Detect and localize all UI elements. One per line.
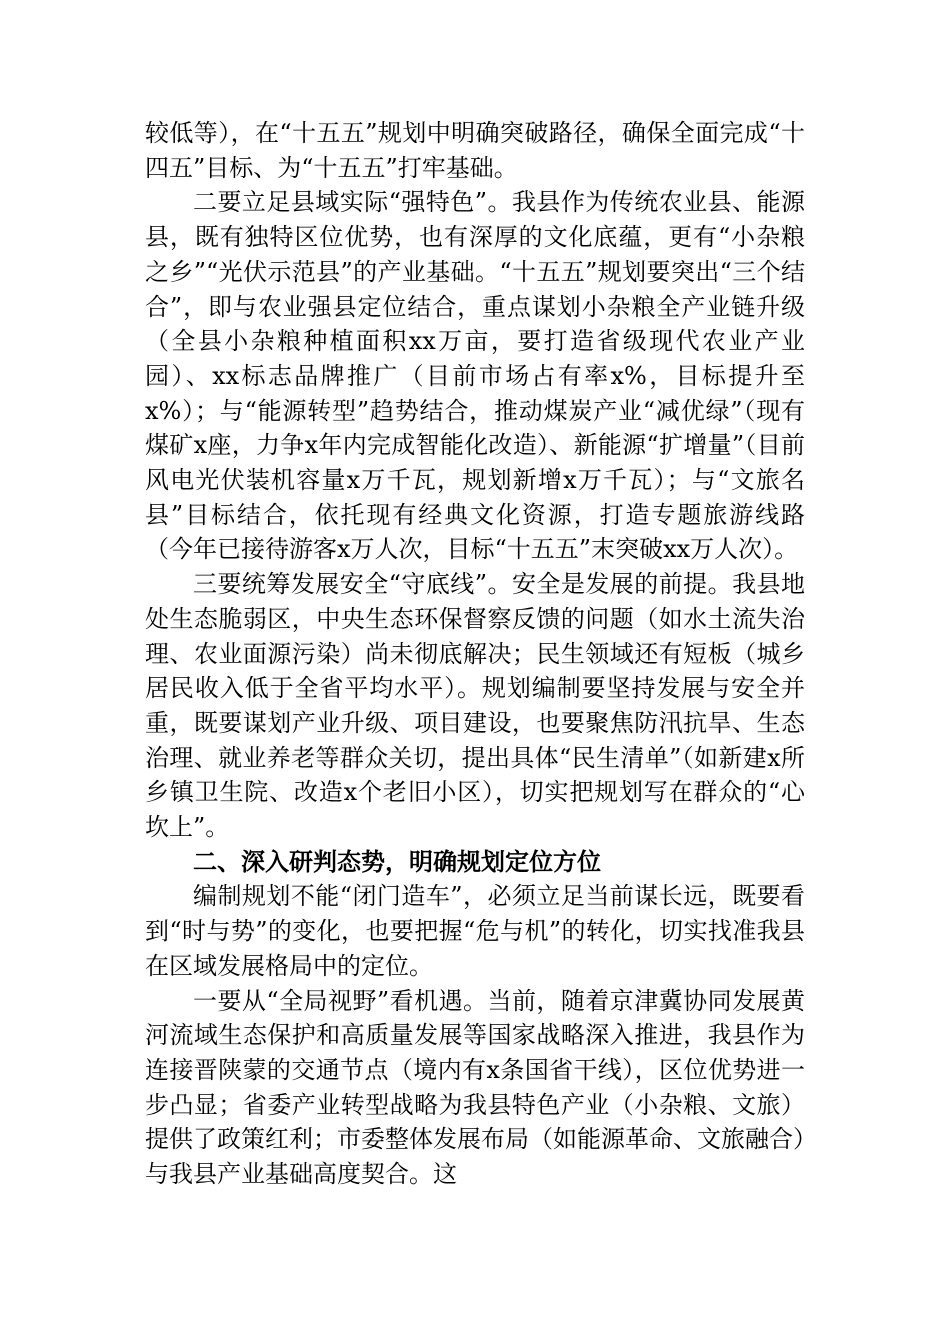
paragraph-continuation: 较低等），在“十五五”规划中明确突破路径，确保全面完成“十四五”目标、为“十五五”打牢基础。 <box>145 119 805 182</box>
paragraph-strengthen-features: 二要立足县域实际“强特色”。我县作为传统农业县、能源县，既有独特区位优势，也有深厚的文化底蕴，更有“小杂粮之乡”“光伏示范县”的产业基础。“十五五”规划要突出“三个结合”，即与农业强县定位结合，重点谋划小杂粮全产业链升级（全县小杂粮种植面积xx万亩，要打造省级现代农业产业园）、xx标志品牌推广（目前市场占有率x%，目标提升至x%）；与“能源转型”趋势结合，推动煤炭产业“减优绿”（现有煤矿x座，力争x年内完成智能化改造）、新能源“扩增量”（目前风电光伏装机容量x万千瓦，规划新增x万千瓦）；与“文旅名县”目标结合，依托现有经典文化资源，打造专题旅游线路（今年已接待游客x万人次，目标“十五五”末突破xx万人次）。 <box>145 188 805 564</box>
paragraph-safety-bottom-line: 三要统筹发展安全“守底线”。安全是发展的前提。我县地处生态脆弱区，中央生态环保督察反馈的问题（如水土流失治理、农业面源污染）尚未彻底解决；民生领域还有短板（城乡居民收入低于全省平均水平）。规划编制要坚持发展与安全并重，既要谋划产业升级、项目建设，也要聚焦防汛抗旱、生态治理、就业养老等群众关切，提出具体“民生清单”（如新建x所乡镇卫生院、改造x个老旧小区），切实把规划写在群众的“心坎上”。 <box>145 570 805 842</box>
section-heading: 二、深入研判态势，明确规划定位方位 <box>193 847 601 876</box>
document-page <box>145 116 805 1192</box>
paragraph-planning-intro: 编制规划不能“闭门造车”，必须立足当前谋长远，既要看到“时与势”的变化，也要把握“危与机”的转化，切实找准我县在区域发展格局中的定位。 <box>145 882 805 980</box>
paragraph-opportunities: 一要从“全局视野”看机遇。当前，随着京津冀协同发展黄河流域生态保护和高质量发展等国家战略深入推进，我县作为连接晋陕蒙的交通节点（境内有x条国省干线），区位优势进一步凸显；省委产业转型战略为我县特色产业（小杂粮、文旅）提供了政策红利；市委整体发展布局（如能源革命、文旅融合）与我县产业基础高度契合。这 <box>145 986 805 1189</box>
